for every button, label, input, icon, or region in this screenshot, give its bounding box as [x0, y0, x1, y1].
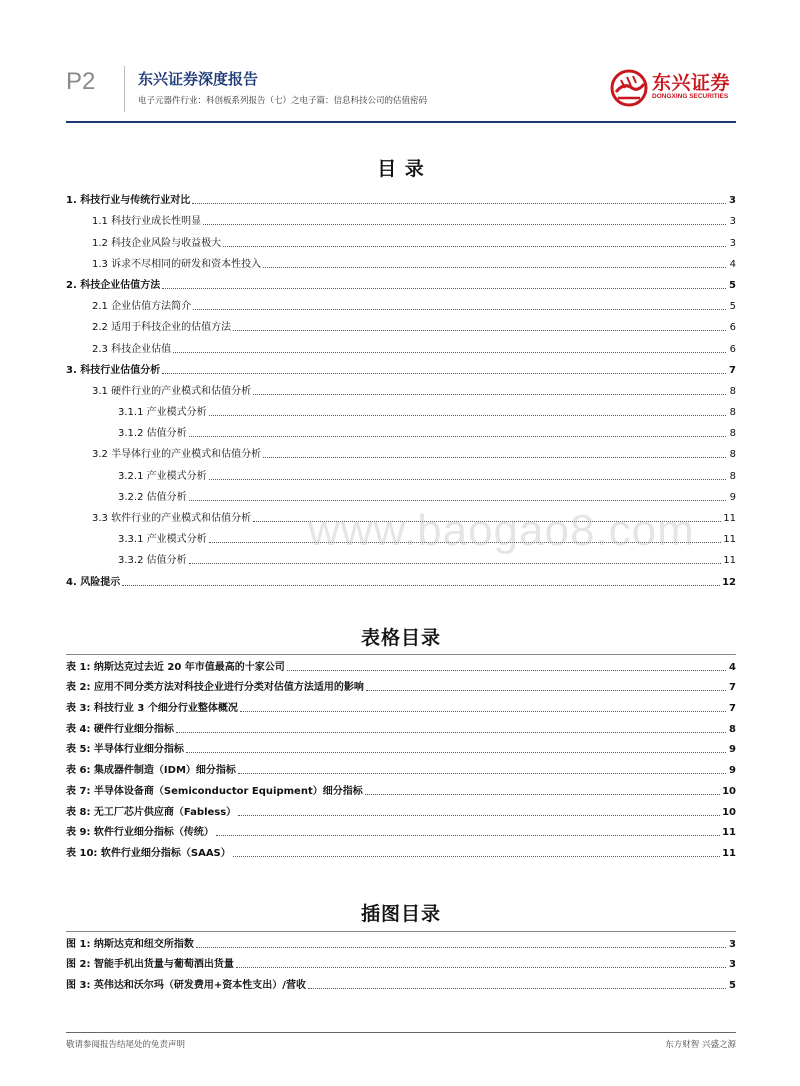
entry-page-number: 9 — [729, 491, 736, 503]
table-index-entry[interactable] — [66, 653, 736, 674]
entry-page-number: 11 — [722, 847, 736, 859]
entry-label: 1.3 诉求不尽相同的研发和资本性投入 — [92, 258, 262, 270]
dot-leader — [189, 562, 722, 564]
entry-label: 表 4: 硬件行业细分指标 — [66, 723, 174, 735]
entry-page-number: 7 — [729, 364, 736, 376]
logo-emblem-icon — [610, 68, 648, 108]
entry-label: 1. 科技行业与传统行业对比 — [66, 195, 191, 207]
entry-label: 表 8: 无工厂芯片供应商（Fabless） — [66, 806, 237, 818]
figure-index-entry[interactable] — [66, 971, 736, 992]
entry-label: 图 1: 纳斯达克和纽交所指数 — [66, 938, 194, 950]
entry-page-number: 11 — [723, 513, 736, 524]
entry-label: 1.2 科技企业风险与收益极大 — [92, 237, 222, 249]
dot-leader — [189, 435, 726, 437]
toc-entry[interactable] — [66, 461, 736, 482]
entry-label: 3.3 软件行业的产业模式和估值分析 — [92, 513, 252, 524]
entry-label: 2.2 适用于科技企业的估值方法 — [92, 322, 232, 334]
dot-leader — [176, 731, 726, 733]
page-number: P2 — [66, 68, 96, 95]
table-index-entry[interactable] — [66, 694, 736, 715]
dot-leader — [173, 351, 726, 353]
dot-leader — [203, 223, 726, 225]
toc-entry[interactable] — [66, 356, 736, 377]
footer-slogan: 东方财智 兴盛之源 — [665, 1040, 736, 1050]
figure-index-entry[interactable] — [66, 930, 736, 951]
table-index-entry[interactable] — [66, 674, 736, 695]
dot-leader — [189, 499, 726, 501]
toc-entry[interactable] — [66, 567, 736, 588]
report-title: 东兴证券深度报告 — [138, 70, 259, 88]
entry-label: 2.3 科技企业估值 — [92, 343, 172, 355]
entry-label: 3.1.1 产业模式分析 — [118, 407, 207, 419]
tables-index-list — [66, 653, 736, 860]
entry-page-number: 8 — [729, 385, 736, 397]
entry-label: 3.3.2 估值分析 — [118, 555, 187, 567]
entry-label: 表 5: 半导体行业细分指标 — [66, 744, 184, 756]
entry-page-number: 3 — [729, 938, 736, 950]
entry-label: 图 3: 英伟达和沃尔玛（研发费用+资本性支出）/营收 — [66, 979, 306, 991]
entry-label: 3. 科技行业估值分析 — [66, 364, 161, 376]
table-index-entry[interactable] — [66, 819, 736, 840]
entry-page-number: 6 — [729, 322, 736, 334]
entry-page-number: 11 — [723, 555, 736, 567]
entry-label: 表 1: 纳斯达克过去近 20 年市值最高的十家公司 — [66, 661, 285, 673]
company-logo — [610, 64, 736, 112]
entry-label: 2.1 企业估值方法简介 — [92, 301, 192, 313]
entry-page-number: 3 — [729, 959, 736, 970]
entry-page-number: 9 — [729, 744, 736, 756]
entry-page-number: 11 — [722, 827, 736, 839]
entry-label: 3.3.1 产业模式分析 — [118, 534, 207, 546]
header-rule — [66, 121, 736, 123]
toc-entry[interactable] — [66, 419, 736, 440]
page-header — [66, 60, 736, 122]
entry-page-number: 7 — [729, 682, 736, 694]
entry-page-number: 3 — [729, 216, 736, 228]
toc-entry[interactable] — [66, 483, 736, 504]
entry-label: 表 2: 应用不同分类方法对科技企业进行分类对估值方法适用的影响 — [66, 682, 364, 694]
dot-leader — [192, 202, 726, 204]
toc-entry[interactable] — [66, 250, 736, 271]
toc-entry[interactable] — [66, 440, 736, 461]
dot-leader — [162, 372, 726, 374]
entry-page-number: 4 — [729, 661, 736, 673]
entry-page-number: 5 — [729, 279, 736, 291]
entry-page-number: 6 — [729, 343, 736, 355]
dot-leader — [162, 287, 726, 289]
toc-entry[interactable] — [66, 334, 736, 355]
dot-leader — [236, 966, 726, 968]
entry-page-number: 11 — [723, 534, 736, 546]
entry-label: 表 10: 软件行业细分指标（SAAS） — [66, 847, 231, 859]
dot-leader — [238, 814, 720, 816]
dot-leader — [186, 751, 726, 753]
entry-label: 4. 风险提示 — [66, 576, 121, 588]
figures-index-list — [66, 930, 736, 992]
toc-entry[interactable] — [66, 228, 736, 249]
entry-label: 3.2.1 产业模式分析 — [118, 470, 207, 482]
report-subtitle: 电子元器件行业：科创板系列报告（七）之电子篇：信息科技公司的估值密码 — [138, 96, 428, 106]
entry-page-number: 8 — [729, 407, 736, 419]
dot-leader — [233, 855, 720, 857]
toc-entry[interactable] — [66, 313, 736, 334]
footer-rule — [66, 1032, 736, 1033]
entry-page-number: 8 — [729, 449, 736, 461]
dot-leader — [366, 689, 726, 691]
toc-entry[interactable] — [66, 292, 736, 313]
table-index-entry[interactable] — [66, 839, 736, 860]
figure-index-entry[interactable] — [66, 951, 736, 972]
entry-label: 表 9: 软件行业细分指标（传统） — [66, 827, 214, 839]
table-index-entry[interactable] — [66, 777, 736, 798]
entry-page-number: 3 — [729, 195, 736, 207]
logo-text-cn: 东兴证券 — [652, 72, 731, 94]
entry-page-number: 12 — [722, 576, 736, 588]
logo-text-en: DONGXING SECURITIES — [652, 93, 729, 100]
entry-page-number: 10 — [722, 785, 736, 797]
dot-leader — [365, 793, 720, 795]
header-divider — [124, 66, 125, 112]
entry-label: 表 6: 集成器件制造（IDM）细分指标 — [66, 765, 236, 777]
table-index-entry[interactable] — [66, 798, 736, 819]
toc-entry[interactable] — [66, 186, 736, 207]
table-index-entry[interactable] — [66, 715, 736, 736]
entry-page-number: 5 — [729, 301, 736, 313]
toc-entry[interactable] — [66, 398, 736, 419]
figures-index-title: 插图目录 — [360, 903, 441, 925]
tables-index-title: 表格目录 — [360, 627, 441, 649]
dot-leader — [253, 393, 726, 395]
footer-disclaimer: 敬请参阅报告结尾处的免责声明 — [66, 1040, 186, 1050]
dot-leader — [263, 456, 726, 458]
table-index-entry[interactable] — [66, 756, 736, 777]
dot-leader — [209, 478, 726, 480]
dot-leader — [193, 308, 726, 310]
entry-label: 图 2: 智能手机出货量与葡萄酒出货量 — [66, 959, 234, 970]
entry-page-number: 9 — [729, 765, 736, 777]
entry-page-number: 10 — [722, 806, 736, 818]
dot-leader — [223, 245, 726, 247]
dot-leader — [287, 669, 726, 671]
entry-page-number: 7 — [729, 703, 736, 715]
entry-page-number: 8 — [729, 723, 736, 735]
dot-leader — [196, 946, 726, 948]
entry-label: 3.1.2 估值分析 — [118, 428, 187, 440]
entry-label: 表 7: 半导体设备商（Semiconductor Equipment）细分指标 — [66, 785, 363, 797]
dot-leader — [263, 266, 726, 268]
dot-leader — [308, 987, 726, 989]
dot-leader — [209, 414, 726, 416]
dot-leader — [122, 584, 720, 586]
dot-leader — [240, 710, 726, 712]
entry-page-number: 8 — [729, 470, 736, 482]
dot-leader — [238, 772, 726, 774]
watermark: www.baogao8.com — [308, 506, 695, 555]
toc-entry[interactable] — [66, 377, 736, 398]
table-index-entry[interactable] — [66, 736, 736, 757]
entry-page-number: 5 — [729, 979, 736, 991]
dot-leader — [216, 834, 720, 836]
toc-entry[interactable] — [66, 271, 736, 292]
entry-label: 1.1 科技行业成长性明显 — [92, 216, 202, 228]
entry-page-number: 8 — [729, 428, 736, 440]
entry-label: 表 3: 科技行业 3 个细分行业整体概况 — [66, 703, 238, 715]
entry-page-number: 4 — [729, 258, 736, 270]
entry-label: 3.2 半导体行业的产业模式和估值分析 — [92, 449, 262, 461]
dot-leader — [233, 329, 726, 331]
toc-title: 目 录 — [377, 158, 425, 180]
entry-label: 2. 科技企业估值方法 — [66, 279, 161, 291]
toc-entry[interactable] — [66, 207, 736, 228]
entry-page-number: 3 — [729, 237, 736, 249]
entry-label: 3.2.2 估值分析 — [118, 491, 187, 503]
entry-label: 3.1 硬件行业的产业模式和估值分析 — [92, 385, 252, 397]
